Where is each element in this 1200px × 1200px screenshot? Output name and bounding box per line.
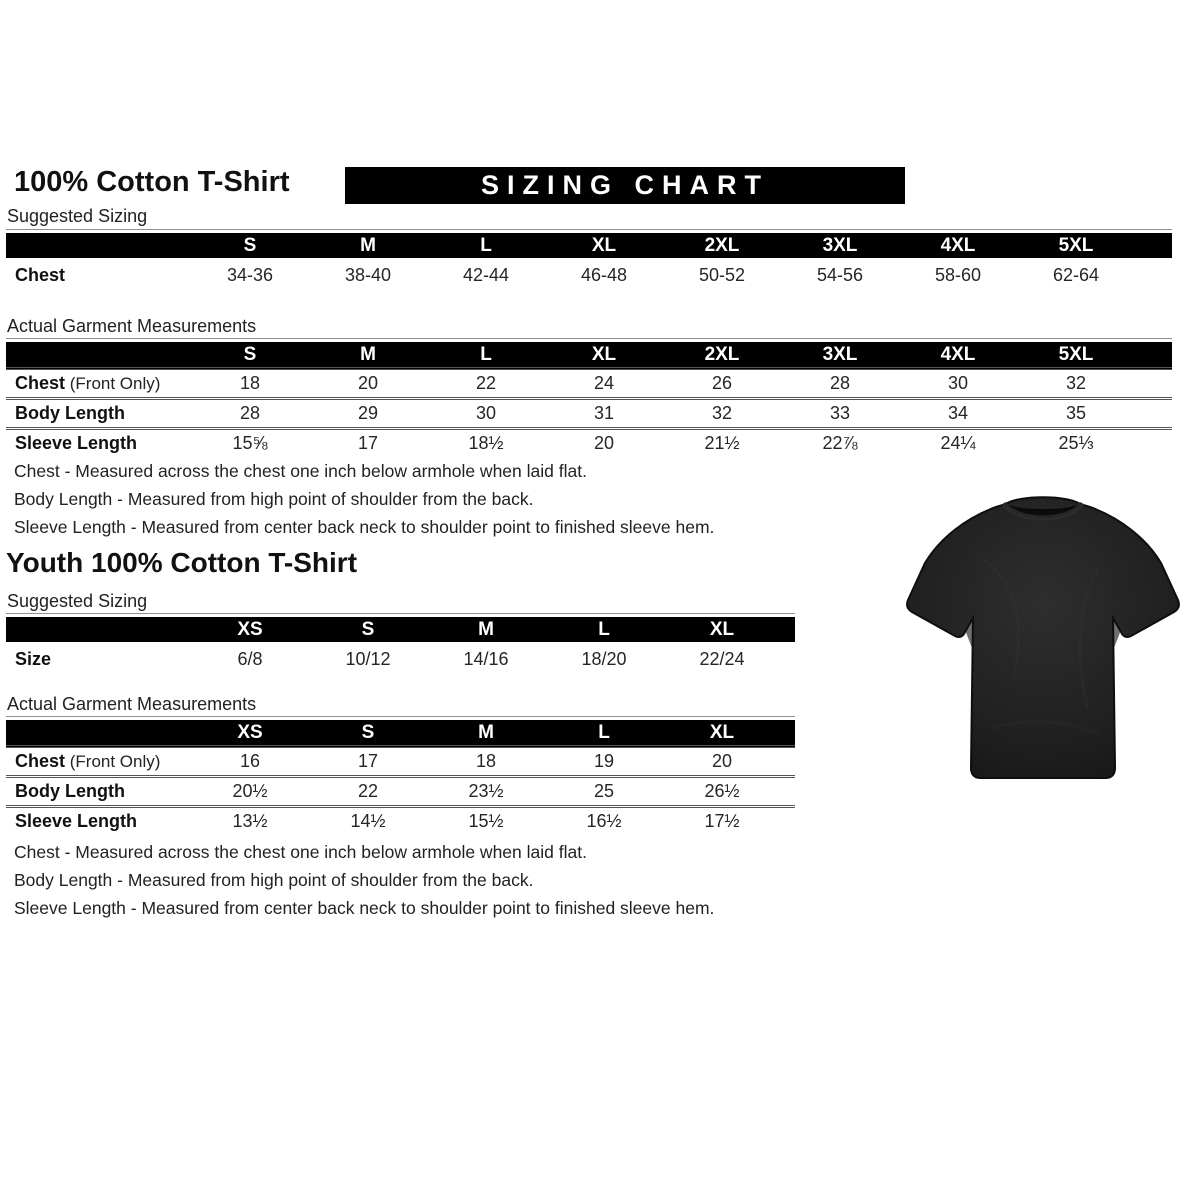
- cell: 29: [309, 399, 427, 429]
- cell: 24: [545, 369, 663, 399]
- cell: 20: [593, 433, 615, 453]
- cell: 6/8: [237, 648, 263, 669]
- sizing-chart-banner: [345, 167, 905, 204]
- row-label: Size: [15, 648, 52, 669]
- table-row-chest-front-only: [6, 369, 1172, 399]
- note-sleeve-length: Sleeve Length - Measured from center back neck to shoulder point to finished sleeve hem.: [14, 898, 715, 918]
- cell: 62-64: [1052, 264, 1100, 285]
- page-title: 100% Cotton T-Shirt: [14, 166, 290, 198]
- table-row-chest: [6, 258, 1172, 292]
- row-label: Chest: [15, 264, 66, 285]
- tshirt-body: [907, 497, 1179, 778]
- cell: 18: [191, 369, 309, 399]
- cell: 28: [781, 369, 899, 399]
- cell-spacer: [1135, 258, 1172, 292]
- cell: 30: [899, 369, 1017, 399]
- size-col-header: XL: [545, 342, 663, 369]
- cell: 42-44: [462, 264, 510, 285]
- adult-measurement-notes: [14, 462, 714, 546]
- note-sleeve-length: Sleeve Length - Measured from center back neck to shoulder point to finished sleeve hem.: [14, 517, 715, 537]
- header-spacer: [781, 720, 795, 747]
- size-col-header: XL: [545, 233, 663, 258]
- youth-suggested-table: [6, 613, 795, 676]
- cell: 13½: [232, 811, 268, 831]
- youth-actual-header-row: [6, 720, 795, 747]
- cell-spacer: [781, 807, 795, 836]
- row-label: Chest (Front Only): [6, 369, 191, 399]
- size-col-header: XS: [191, 617, 309, 642]
- adult-actual-header-row: [6, 342, 1172, 369]
- cell: 16: [191, 747, 309, 777]
- cell-spacer: [781, 777, 795, 807]
- cell: 16½: [586, 811, 622, 831]
- size-col-header: M: [427, 617, 545, 642]
- cell: 25: [545, 777, 663, 807]
- cell: 32: [1017, 369, 1135, 399]
- youth-actual-table: [6, 716, 795, 835]
- cell: 38-40: [344, 264, 392, 285]
- cell-spacer: [1135, 399, 1172, 429]
- youth-suggested-header-row: [6, 617, 795, 642]
- size-col-header: 2XL: [663, 342, 781, 369]
- note-chest: Chest - Measured across the chest one inch below armhole when laid flat.: [14, 842, 587, 862]
- cell: 31: [545, 399, 663, 429]
- note-body-length: Body Length - Measured from high point of shoulder from the back.: [14, 870, 534, 890]
- cell: 32: [663, 399, 781, 429]
- divider: [6, 613, 795, 614]
- header-spacer: [1135, 233, 1172, 258]
- size-col-header: S: [309, 617, 427, 642]
- size-col-header: XL: [663, 617, 781, 642]
- row-label: Body Length: [6, 399, 191, 429]
- header-spacer: [6, 233, 191, 258]
- banner-text: SIZING CHART: [481, 170, 769, 200]
- size-col-header: 4XL: [899, 342, 1017, 369]
- size-col-header: S: [309, 720, 427, 747]
- divider: [6, 229, 1172, 230]
- youth-measurement-notes: [14, 843, 714, 927]
- cell: 18½: [468, 433, 504, 453]
- cell: 46-48: [580, 264, 628, 285]
- header-spacer: [6, 720, 191, 747]
- cell: 22: [427, 369, 545, 399]
- cell: 20: [309, 369, 427, 399]
- cell: 20½: [191, 777, 309, 807]
- size-col-header: S: [191, 233, 309, 258]
- cell: 15½: [468, 811, 504, 831]
- cell: 22⅞: [822, 433, 858, 453]
- row-label: Chest (Front Only): [6, 747, 191, 777]
- cell: 58-60: [934, 264, 982, 285]
- size-col-header: 3XL: [781, 233, 899, 258]
- cell: 34: [899, 399, 1017, 429]
- cell: 10/12: [345, 648, 391, 669]
- table-row-size: [6, 642, 795, 676]
- size-col-header: XL: [663, 720, 781, 747]
- youth-section-title: Youth 100% Cotton T-Shirt: [6, 547, 358, 578]
- size-col-header: L: [427, 342, 545, 369]
- cell: 24¼: [940, 433, 976, 453]
- size-col-header: XS: [191, 720, 309, 747]
- header-spacer: [781, 617, 795, 642]
- row-label: Sleeve Length: [15, 433, 138, 453]
- size-col-header: L: [427, 233, 545, 258]
- size-col-header: 3XL: [781, 342, 899, 369]
- cell: 18: [427, 747, 545, 777]
- table-row-body-length: [6, 399, 1172, 429]
- table-row-sleeve-length: [6, 807, 795, 836]
- size-col-header: L: [545, 617, 663, 642]
- size-col-header: 5XL: [1017, 342, 1135, 369]
- table-row-sleeve-length: [6, 429, 1172, 458]
- size-col-header: M: [309, 233, 427, 258]
- cell-spacer: [781, 642, 795, 676]
- cell: 15⅝: [232, 433, 268, 453]
- header-spacer: [1135, 342, 1172, 369]
- divider: [6, 338, 1172, 339]
- size-col-header: 5XL: [1017, 233, 1135, 258]
- cell: 26½: [663, 777, 781, 807]
- size-col-header: L: [545, 720, 663, 747]
- cell-spacer: [1135, 369, 1172, 399]
- cell: 17½: [704, 811, 740, 831]
- adult-actual-label: Actual Garment Measurements: [7, 316, 257, 336]
- adult-suggested-label: Suggested Sizing: [7, 206, 148, 226]
- cell: 28: [191, 399, 309, 429]
- adult-suggested-header-row: [6, 233, 1172, 258]
- table-row-chest-front-only: [6, 747, 795, 777]
- cell: 50-52: [698, 264, 746, 285]
- note-body-length: Body Length - Measured from high point of shoulder from the back.: [14, 489, 534, 509]
- size-col-header: M: [427, 720, 545, 747]
- cell: 20: [663, 747, 781, 777]
- header-spacer: [6, 617, 191, 642]
- cell: 34-36: [226, 264, 274, 285]
- cell: 21½: [704, 433, 740, 453]
- cell: 17: [309, 747, 427, 777]
- header-spacer: [6, 342, 191, 369]
- cell: 26: [663, 369, 781, 399]
- cell: 23½: [427, 777, 545, 807]
- size-col-header: M: [309, 342, 427, 369]
- youth-actual-label: Actual Garment Measurements: [7, 694, 257, 714]
- size-col-header: S: [191, 342, 309, 369]
- cell-spacer: [1135, 429, 1172, 458]
- cell: 25⅓: [1058, 433, 1094, 453]
- cell: 54-56: [816, 264, 864, 285]
- row-label: Body Length: [6, 777, 191, 807]
- cell: 17: [357, 433, 379, 453]
- adult-suggested-table: [6, 229, 1172, 292]
- divider: [6, 716, 795, 717]
- cell-spacer: [781, 747, 795, 777]
- row-label: Sleeve Length: [15, 811, 138, 831]
- tshirt-image: [893, 478, 1193, 803]
- cell: 22/24: [699, 648, 745, 669]
- cell: 14½: [350, 811, 386, 831]
- cell: 33: [781, 399, 899, 429]
- cell: 22: [309, 777, 427, 807]
- cell: 18/20: [581, 648, 627, 669]
- youth-suggested-label: Suggested Sizing: [7, 591, 148, 611]
- cell: 35: [1017, 399, 1135, 429]
- size-col-header: 4XL: [899, 233, 1017, 258]
- cell: 30: [427, 399, 545, 429]
- table-row-body-length: [6, 777, 795, 807]
- size-col-header: 2XL: [663, 233, 781, 258]
- cell: 19: [545, 747, 663, 777]
- cell: 14/16: [463, 648, 509, 669]
- adult-actual-table: [6, 338, 1172, 457]
- note-chest: Chest - Measured across the chest one inch below armhole when laid flat.: [14, 461, 587, 481]
